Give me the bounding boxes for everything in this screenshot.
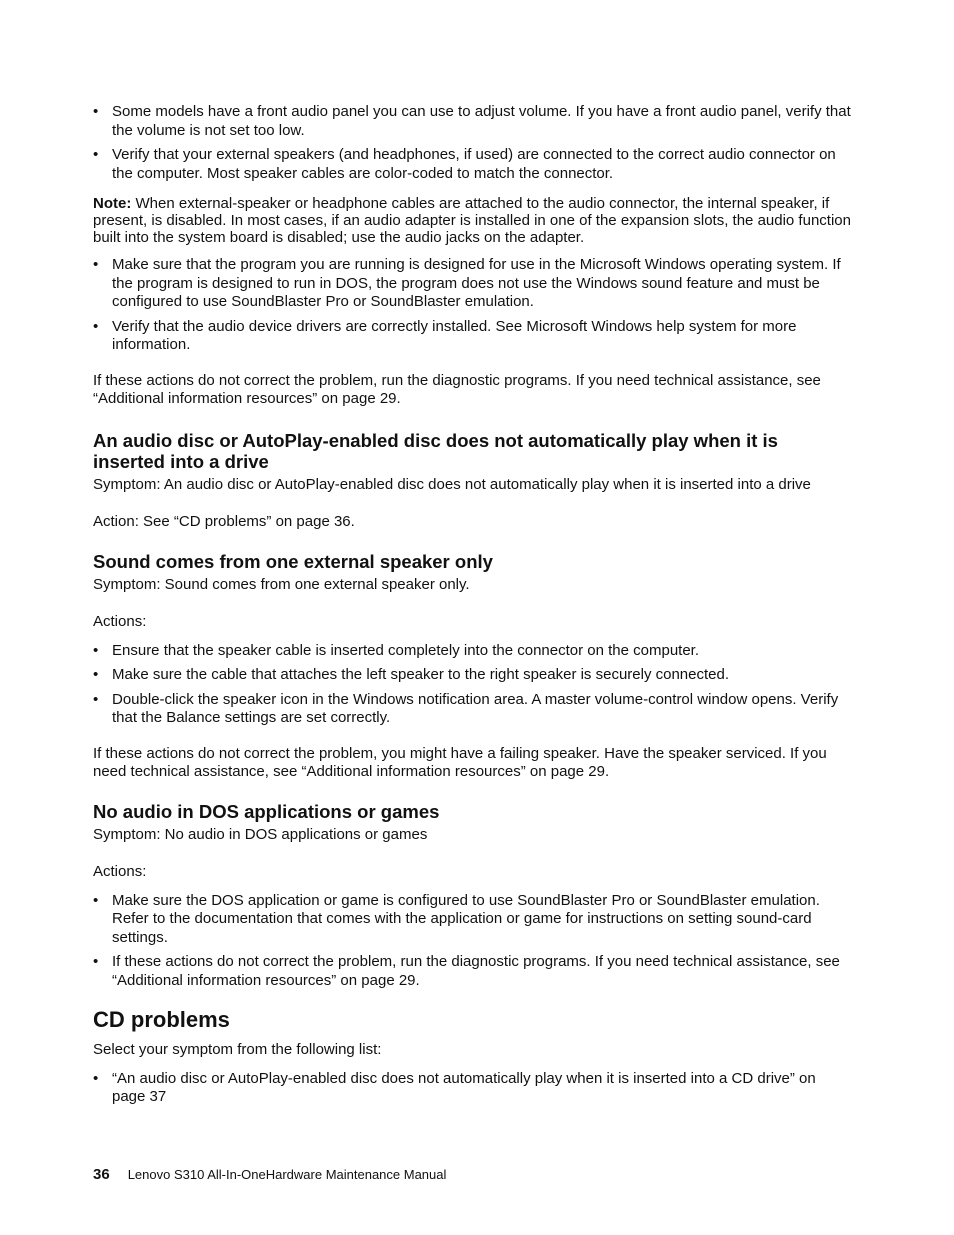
- list-item: • Verify that your external speakers (and headphones, if used) are connected to the correct audio connector on the computer. Most speaker cables are color-coded to match the connector.: [93, 146, 836, 182]
- bullet-icon: •: [93, 666, 99, 683]
- list-item: • Ensure that the speaker cable is inserted completely into the connector on the computer.: [93, 641, 700, 659]
- bullet-icon: •: [93, 1069, 99, 1087]
- speaker-paragraph: If these actions do not correct the problem, you might have a failing speaker. Have the speaker serviced. If you need technical assistance, see “Additional information resources” on page 29.: [93, 744, 827, 780]
- autoplay-heading: An audio disc or AutoPlay-enabled disc does not automatically play when it is inserted into a drive: [93, 429, 778, 472]
- list-item: [93, 1070, 853, 1107]
- program-bullet-list: [93, 256, 853, 355]
- page-content: [93, 103, 853, 1113]
- speaker-symptom: Symptom: Sound comes from one external speaker only.: [93, 575, 470, 593]
- dos-heading: No audio in DOS applications or games: [93, 800, 440, 822]
- note-paragraph: [93, 195, 853, 246]
- bullet-icon: •: [93, 146, 99, 163]
- note-text: When external-speaker or headphone cables are attached to the audio connector, the internal speaker, if present, is disabled. In most cases, if an audio adapter is installed in one of the expansion slots, the audio function built into the system board is disabled; use the audio jacks on the adapter.: [93, 195, 851, 246]
- dos-bullet-list: [93, 892, 853, 991]
- list-item: • Double-click the speaker icon in the Windows notification area. A master volume-control window opens. Verify that the Balance settings are set correctly.: [93, 690, 839, 726]
- speaker-heading: Sound comes from one external speaker only: [93, 550, 493, 572]
- bullet-icon: •: [93, 103, 99, 120]
- bullet-icon: •: [93, 690, 99, 708]
- bullet-icon: •: [93, 953, 99, 970]
- note-label: Note:: [93, 195, 132, 212]
- bullet-icon: •: [93, 641, 99, 659]
- speaker-bullet-list: [93, 642, 853, 728]
- autoplay-symptom: Symptom: An audio disc or AutoPlay-enabled disc does not automatically play when it is inserted into a drive: [93, 475, 811, 493]
- speaker-actions-label: Actions:: [93, 613, 147, 630]
- list-item: • If these actions do not correct the problem, run the diagnostic programs. If you need technical assistance, see “Additional information resources” on page 29.: [93, 953, 840, 989]
- bullet-icon: •: [93, 256, 99, 273]
- list-item: • Verify that the audio device drivers are correctly installed. See Microsoft Windows help system for more information.: [93, 317, 797, 353]
- diagnostic-paragraph: If these actions do not correct the problem, run the diagnostic programs. If you need technical assistance, see “Additional information resources” on page 29.: [93, 371, 821, 407]
- cd-link-text[interactable]: “An audio disc or AutoPlay-enabled disc does not automatically play when it is inserted into a CD drive” on page 37: [112, 1069, 816, 1105]
- dos-symptom: Symptom: No audio in DOS applications or games: [93, 825, 428, 843]
- page-footer: [93, 1166, 446, 1185]
- cd-bullet-list: [93, 1070, 853, 1107]
- autoplay-action: Action: See “CD problems” on page 36.: [93, 513, 355, 530]
- list-item: • Make sure the DOS application or game is configured to use SoundBlaster Pro or SoundBlaster emulation. Refer to the documentation that comes with the application or game for instructions on setting sound-card settings.: [93, 891, 820, 946]
- bullet-icon: •: [93, 891, 99, 909]
- page-number: 36: [93, 1166, 110, 1183]
- cd-intro: Select your symptom from the following list:: [93, 1041, 382, 1058]
- bullet-icon: •: [93, 317, 99, 335]
- cd-problems-heading: CD problems: [93, 1007, 230, 1032]
- list-item: • Make sure the cable that attaches the left speaker to the right speaker is securely connected.: [93, 666, 730, 683]
- dos-actions-label: Actions:: [93, 863, 147, 880]
- list-item: • Some models have a front audio panel you can use to adjust volume. If you have a front audio panel, verify that the volume is not set too low.: [93, 103, 851, 139]
- footer-title: Lenovo S310 All-In-OneHardware Maintenance Manual: [127, 1167, 447, 1182]
- intro-bullet-list: [93, 103, 853, 183]
- list-item: • Make sure that the program you are running is designed for use in the Microsoft Windows operating system. If the program is designed to run in DOS, the program does not use the Windows sound feature and must be configured to use SoundBlaster Pro or SoundBlaster emulation.: [93, 256, 841, 310]
